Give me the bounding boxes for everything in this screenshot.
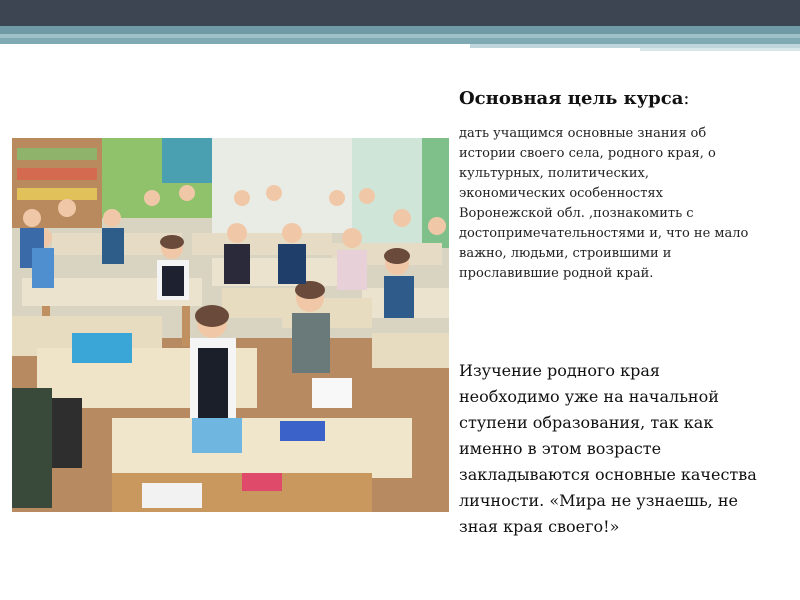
decor-stripe [0,26,800,34]
classroom-illustration [12,138,449,512]
study-paragraph: Изучение родного края необходимо уже на начальной ступени образования, так как именно в этом возрасте закладываются основные качества личности. «Мира не узнаешь, не зная края своего!» [459,361,757,536]
heading-colon: : [683,88,690,109]
slide-heading: Основная цель курса: [459,88,690,109]
goal-paragraph: дать учащимся основные знания об истории своего села, родного края, о культурных, политических, экономических особенностях Воронежской обл. ,познакомить с достопримечательностями и, что не мало важно, людьми, строившими и прославившие родной край. [459,126,749,281]
decor-stripe [640,48,800,51]
classroom-photo [12,138,449,512]
top-bar [0,0,800,26]
